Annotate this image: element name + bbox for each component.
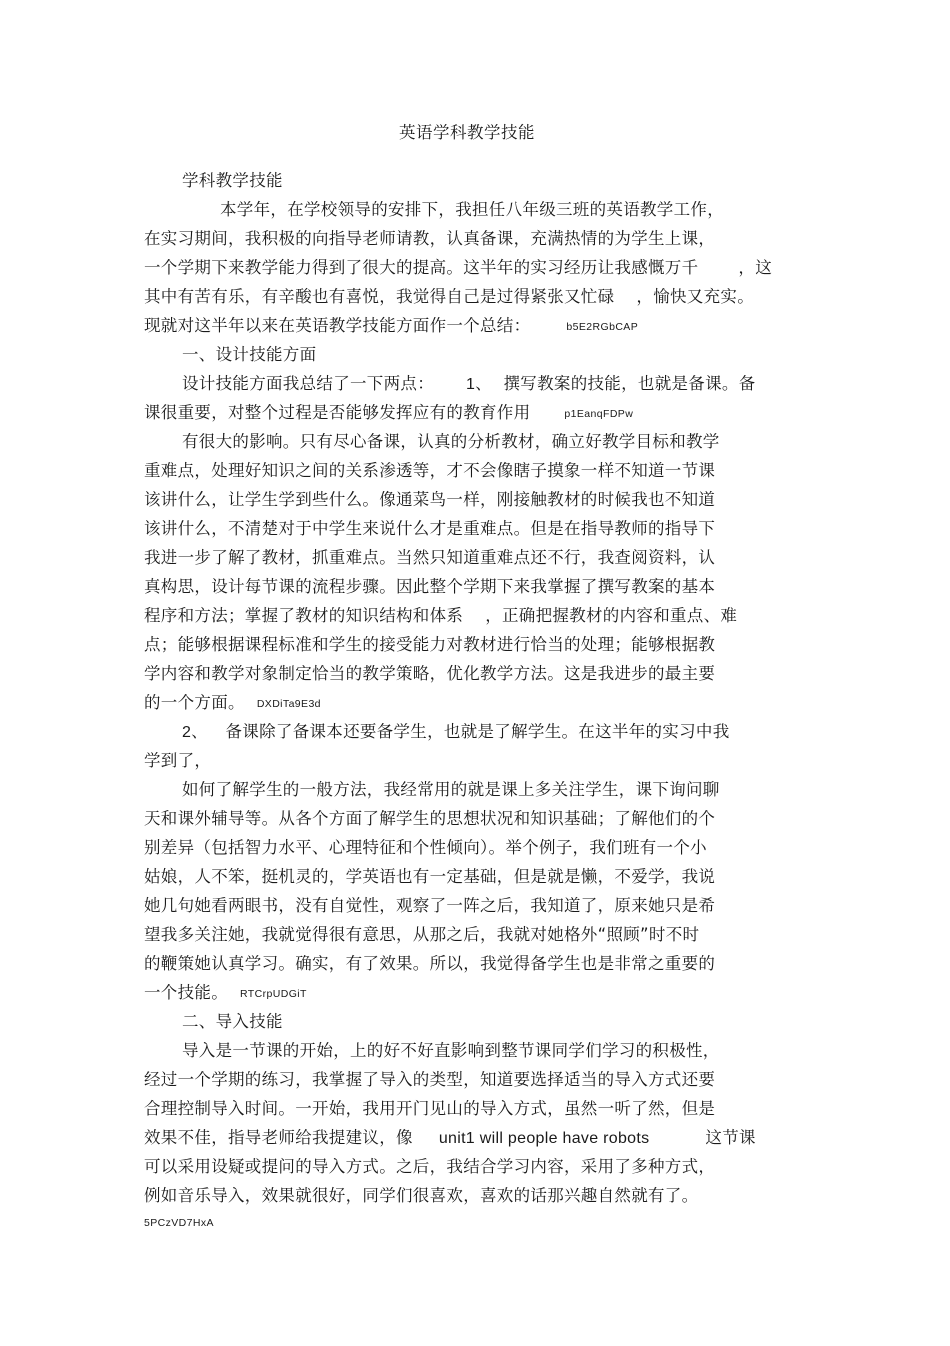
paragraph-line	[144, 1127, 756, 1150]
paragraph-line: 导入是一节课的开始，上的好不好直影响到整节课同学们学习的积极性，	[182, 1041, 720, 1060]
paragraph-line: 望我多关注她，我就觉得很有意思，从那之后，我就对她格外“照顾”时不时	[144, 925, 700, 944]
text-span: ，正确把握教材的内容和重点、难	[485, 606, 738, 625]
paragraph-line: 她几句她看两眼书，没有自觉性，观察了一阵之后，我知道了，原来她只是希	[144, 896, 716, 915]
paragraph-line: 别差异（包括智力水平、心理特征和个性倾向）。举个例子，我们班有一个小	[144, 838, 707, 857]
text-span: 其中有苦有乐，有辛酸也有喜悦，我觉得自己是过得紧张又忙碌	[144, 287, 615, 306]
paragraph-line: 可以采用设疑或提问的导入方式。之后，我结合学习内容，采用了多种方式，	[144, 1157, 716, 1176]
list-number: 2、	[182, 724, 208, 741]
text-span: 这节课	[705, 1128, 756, 1147]
text-span: ，这	[738, 258, 773, 277]
paragraph-line: 姑娘，人不笨，挺机灵的，学英语也有一定基础，但是就是懒，不爱学，我说	[144, 867, 716, 886]
paragraph-line	[144, 605, 737, 627]
paragraph-line: 该讲什么，让学生学到些什么。像通菜鸟一样，刚接触教材的时候我也不知道	[144, 490, 716, 509]
paragraph-line: 我进一步了解了教材，抓重难点。当然只知道重难点还不行，我查阅资料，认	[144, 548, 716, 567]
text-span: 一个学期下来教学能力得到了很大的提高。这半年的实习经历让我感慨万千	[144, 258, 699, 277]
paragraph-line	[144, 257, 772, 279]
paragraph-line: 学内容和教学对象制定恰当的教学策略，优化教学方法。这是我进步的最主要	[144, 664, 716, 683]
paragraph-line	[144, 286, 754, 308]
paragraph-line	[182, 373, 756, 396]
list-number: 1、	[466, 376, 492, 393]
paragraph-line: 在实习期间，我积极的向指导老师请教，认真备课，充满热情的为学生上课，	[144, 229, 716, 248]
paragraph-line: 本学年，在学校领导的安排下，我担任八年级三班的英语教学工作，	[220, 200, 724, 219]
section-heading: 一、设计技能方面	[182, 345, 317, 364]
paragraph-line: 如何了解学生的一般方法，我经常用的就是课上多关注学生，课下询问聊	[182, 780, 720, 799]
paragraph-line: 该讲什么，不清楚对于中学生来说什么才是重难点。但是在指导教师的指导下	[144, 519, 716, 538]
reference-code: p1EanqFDPw	[564, 408, 634, 420]
english-text: unit1 will people have robots	[438, 1130, 650, 1147]
paragraph-line: 的鞭策她认真学习。确实，有了效果。所以，我觉得备学生也是非常之重要的	[144, 954, 716, 973]
paragraph-line: 经过一个学期的练习，我掌握了导入的类型，知道要选择适当的导入方式还要	[144, 1070, 716, 1089]
document-title: 英语学科教学技能	[399, 123, 535, 142]
reference-code: RTCrpUDGiT	[240, 988, 307, 1000]
paragraph-line	[144, 982, 307, 1005]
text-span: 一个技能。	[144, 983, 228, 1002]
section-heading: 二、导入技能	[182, 1012, 283, 1031]
paragraph-line: 点；能够根据课程标准和学生的接受能力对教材进行恰当的处理；能够根据教	[144, 635, 716, 654]
text-span: 备课除了备课本还要备学生，也就是了解学生。在这半年的实习中我	[225, 722, 730, 741]
reference-code: b5E2RGbCAP	[566, 321, 639, 333]
paragraph-line: 真构思，设计每节课的流程步骤。因此整个学期下来我掌握了撰写教案的基本	[144, 577, 716, 596]
paragraph-line: 有很大的影响。只有尽心备课，认真的分析教材，确立好教学目标和教学	[182, 432, 720, 451]
text-span: 现就对这半年以来在英语教学技能方面作一个总结：	[144, 316, 531, 335]
text-span: 撰写教案的技能，也就是备课。备	[503, 374, 756, 393]
text-span: 程序和方法；掌握了教材的知识结构和体系	[144, 606, 464, 625]
text-span: 设计技能方面我总结了一下两点：	[182, 374, 434, 393]
paragraph-line	[144, 692, 321, 715]
text-span: 效果不佳，指导老师给我提建议，像	[144, 1128, 413, 1147]
paragraph-line: 合理控制导入时间。一开始，我用开门见山的导入方式，虽然一听了然，但是	[144, 1099, 716, 1118]
text-span: ，愉快又充实。	[636, 287, 755, 306]
paragraph-line: 例如音乐导入，效果就很好，同学们很喜欢，喜欢的话那兴趣自然就有了。	[144, 1186, 699, 1205]
reference-code: 5PCzVD7HxA	[144, 1217, 214, 1229]
paragraph-line: 重难点，处理好知识之间的关系渗透等，才不会像瞎子摸象一样不知道一节课	[144, 461, 716, 480]
text-span: 的一个方面。	[144, 693, 245, 712]
paragraph-line	[182, 721, 730, 744]
paragraph-line	[144, 315, 638, 338]
text-span: 课很重要，对整个过程是否能够发挥应有的教育作用	[144, 403, 531, 422]
reference-code: DXDiTa9E3d	[256, 698, 321, 710]
paragraph-line: 学到了，	[144, 751, 212, 770]
paragraph-line: 天和课外辅导等。从各个方面了解学生的思想状况和知识基础；了解他们的个	[144, 809, 716, 828]
section-subtitle: 学科教学技能	[182, 171, 283, 190]
paragraph-line	[144, 402, 633, 425]
